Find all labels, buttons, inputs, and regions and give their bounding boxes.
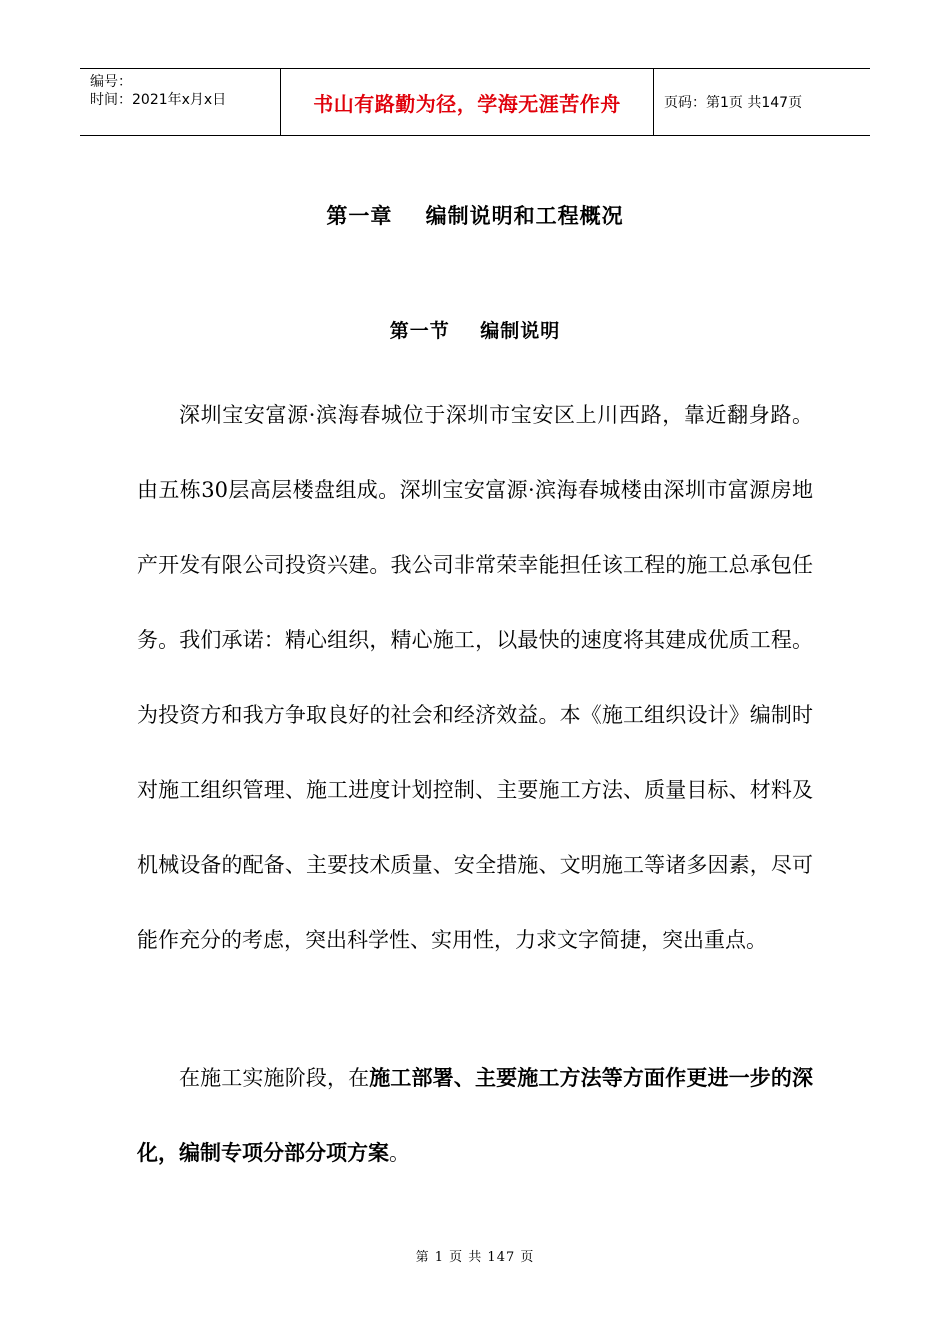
header-motto: 书山有路勤为径，学海无涯苦作舟 [281, 69, 654, 135]
document-header [80, 68, 870, 136]
page-footer: 第 1 页 共 147 页 [415, 1250, 535, 1265]
section-title: 第一节 编制说明 [389, 320, 561, 342]
body-paragraph-1: 深圳宝安富源·滨海春城位于深圳市宝安区上川西路，靠近翻身路。由五栋30层高层楼盘组成。深圳宝安富源·滨海春城楼由深圳市富源房地产开发有限公司投资兴建。我公司非常荣幸能担任该工程的施工总承包任务。我们承诺：精心组织，精心施工，以最快的速度将其建成优质工程。为投资方和我方争取良好的社会和经济效益。本《施工组织设计》编制时对施工组织管理、施工进度计划控制、主要施工方法、质量目标、材料及机械设备的配备、主要技术质量、安全措施、文明施工等诸多因素，尽可能作充分的考虑，突出科学性、实用性，力求文字简捷，突出重点。 [137, 403, 813, 952]
paragraph-2-suffix: 。 [389, 1141, 410, 1165]
paragraph-2-prefix: 在施工实施阶段，在 [179, 1066, 370, 1090]
header-meta [80, 69, 281, 135]
number-label: 编号： [90, 74, 132, 90]
chapter-title: 第一章 编制说明和工程概况 [326, 204, 624, 228]
body-paragraph-2 [137, 1041, 813, 1191]
header-page-info: 页码：第1页 共147页 [664, 95, 803, 111]
date-label: 时间：2021年x月x日 [90, 92, 227, 108]
paragraph-2-bold: 施工部署、主要施工方法等方面作更进一步的深化，编制专项分部分项方案 [137, 1066, 814, 1165]
